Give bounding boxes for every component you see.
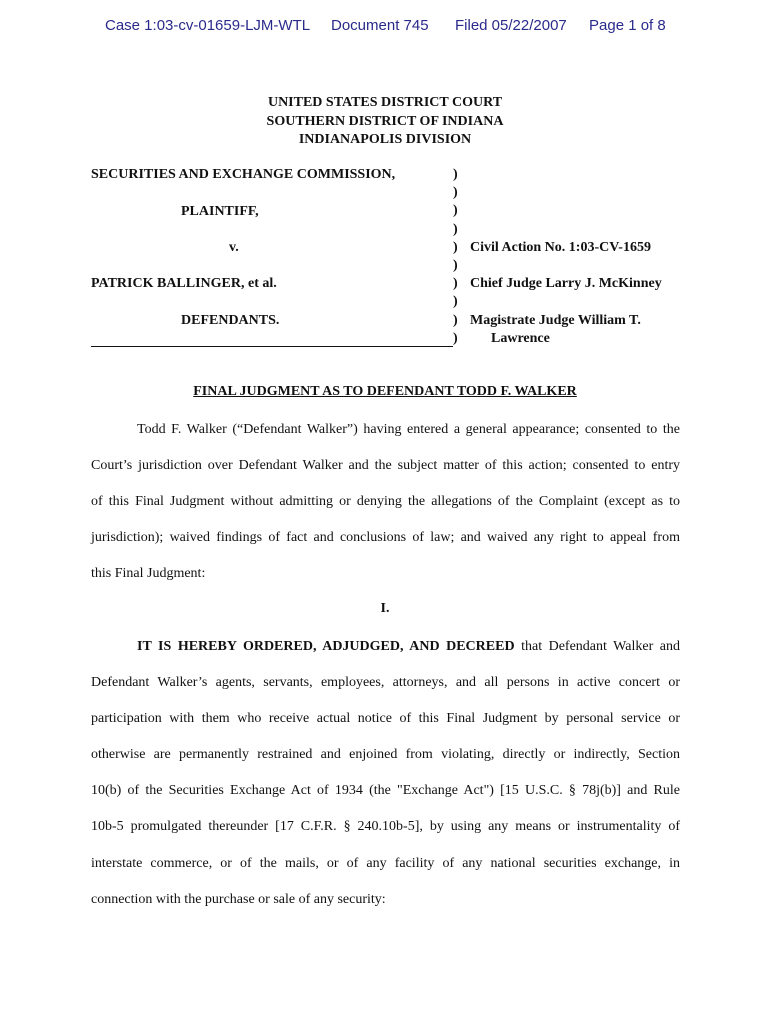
ecf-header-stamp [0,17,770,37]
caption-paren: ) [453,203,458,219]
caption-paren: ) [453,294,458,310]
judgment-title: FINAL JUDGMENT AS TO DEFENDANT TODD F. WALKER [193,384,577,399]
paragraph-line: Defendant Walker’s agents, servants, employees, attorneys, and all persons in active concert or [91,675,680,690]
caption-paren: ) [453,330,458,346]
page-count: Page 1 of 8 [589,17,666,34]
filed-date: Filed 05/22/2007 [455,17,567,34]
versus: v. [229,240,239,255]
caption-paren: ) [453,276,458,292]
magistrate-judge-surname: Lawrence [491,331,550,346]
paragraph-line: 10(b) of the Securities Exchange Act of 1934 (the "Exchange Act") [15 U.S.C. § 78j(b)] and Rule [91,783,680,798]
case-number: Case 1:03-cv-01659-LJM-WTL [105,17,311,34]
paragraph-line [137,639,680,655]
paragraph-line: otherwise are permanently restrained and enjoined from violating, directly or indirectly, Section [91,747,680,762]
paragraph-line: 10b-5 promulgated thereunder [17 C.F.R. § 240.10b-5], by using any means or instrumentality of [91,819,680,834]
document-number: Document 745 [331,17,429,34]
caption-paren: ) [453,257,458,273]
court-district: SOUTHERN DISTRICT OF INDIANA [266,113,504,129]
caption-paren: ) [453,167,458,182]
court-heading [0,94,770,150]
magistrate-judge: Magistrate Judge William T. [470,313,641,328]
caption-paren: ) [453,185,458,201]
paragraph-line: jurisdiction); waived findings of fact and conclusions of law; and waived any right to appeal from [91,530,680,545]
court-name: UNITED STATES DISTRICT COURT [267,95,503,110]
paragraph-line: of this Final Judgment without admitting or denying the allegations of the Complaint (except as to [91,494,680,509]
civil-action-number: Civil Action No. 1:03-CV-1659 [470,240,651,255]
paragraph-line: participation with them who receive actual notice of this Final Judgment by personal service or [91,711,680,726]
caption-divider [91,346,453,347]
order-first-line-rest: that Defendant Walker and [514,639,680,654]
paragraph-line: Todd F. Walker (“Defendant Walker”) having entered a general appearance; consented to the [137,422,680,437]
caption-paren-column [453,166,458,348]
paragraph-line: connection with the purchase or sale of any security: [91,892,386,907]
paragraph-line: this Final Judgment: [91,566,206,581]
order-bold-lead: IT IS HEREBY ORDERED, ADJUDGED, AND DECREED [137,639,515,654]
court-division: INDIANAPOLIS DIVISION [298,132,472,147]
section-heading: I. [380,601,390,616]
paragraph-line: interstate commerce, or of the mails, or of any facility of any national securities exchange, in [91,856,680,871]
plaintiff-label: PLAINTIFF, [181,204,259,219]
paragraph-line: Court’s jurisdiction over Defendant Walker and the subject matter of this action; consented to entry [91,458,680,473]
chief-judge: Chief Judge Larry J. McKinney [470,276,662,291]
caption-paren: ) [453,221,458,237]
caption-paren: ) [453,239,458,255]
plaintiff-name: SECURITIES AND EXCHANGE COMMISSION, [91,167,396,182]
defendant-name: PATRICK BALLINGER, et al. [91,276,277,291]
caption-paren: ) [453,312,458,328]
defendant-label: DEFENDANTS. [181,313,280,328]
